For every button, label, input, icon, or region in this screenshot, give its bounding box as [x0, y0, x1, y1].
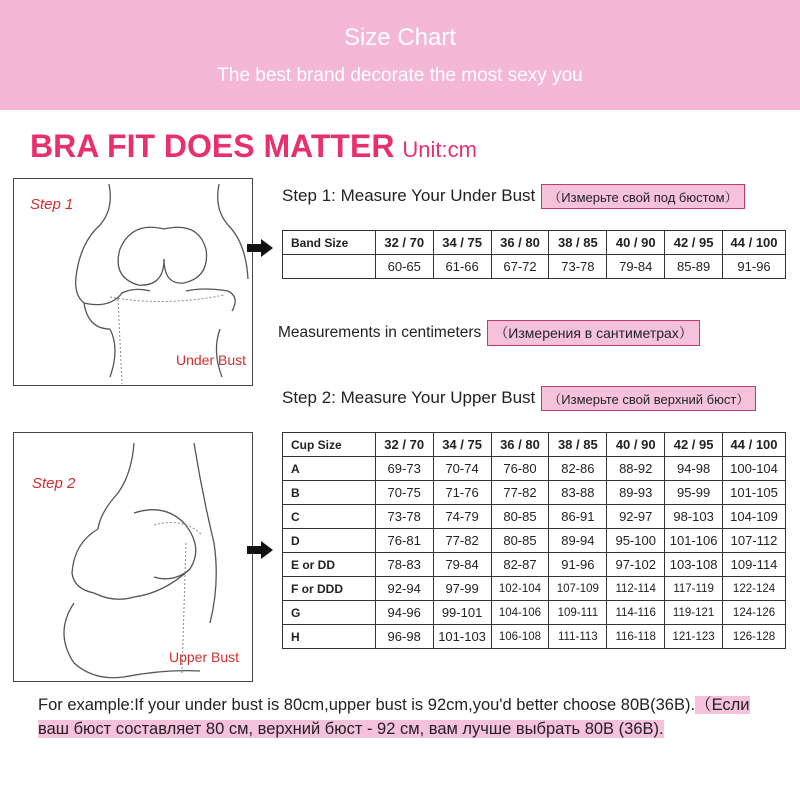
band-size-table — [282, 230, 786, 279]
table-cell: 74-79 — [433, 505, 491, 529]
example-text-en: For example:If your under bust is 80cm,upper bust is 92cm,you'd better choose 80B(36B). — [38, 696, 696, 714]
column-header: 38 / 85 — [549, 433, 607, 457]
cup-label: A — [283, 457, 376, 481]
cup-label: E or DD — [283, 553, 376, 577]
example-text — [38, 693, 778, 741]
column-header: 32 / 70 — [375, 231, 433, 255]
arrow-right-icon — [247, 541, 273, 559]
table-cell: 99-101 — [433, 601, 491, 625]
table-cell: 77-82 — [491, 481, 549, 505]
table-cell: 67-72 — [491, 255, 549, 279]
table-cell: 97-99 — [433, 577, 491, 601]
table-cell: 117-119 — [665, 577, 723, 601]
example-text-ru: （Если ваш бюст составляет 80 см, верхний бюст - 92 см, вам лучше выбрать 80B (36B). — [38, 696, 750, 738]
table-cell: 101-106 — [665, 529, 723, 553]
table-cell: 82-86 — [549, 457, 607, 481]
column-header: 36 / 80 — [491, 433, 549, 457]
headline-main: BRA FIT DOES MATTER — [30, 128, 395, 164]
table-cell: 97-102 — [607, 553, 665, 577]
table-cell: 79-84 — [433, 553, 491, 577]
table-cell: 76-80 — [491, 457, 549, 481]
table-cell: 96-98 — [375, 625, 433, 649]
table-row — [283, 481, 786, 505]
table-cell: 92-94 — [375, 577, 433, 601]
cup-label: C — [283, 505, 376, 529]
table-cell: 95-100 — [607, 529, 665, 553]
table-cell: 95-99 — [665, 481, 723, 505]
banner-title: Size Chart — [343, 24, 457, 51]
table-cell: 121-123 — [665, 625, 723, 649]
table-row — [283, 505, 786, 529]
cup-label: D — [283, 529, 376, 553]
table-cell — [283, 255, 376, 279]
under-bust-label: Under Bust — [176, 352, 247, 368]
step2-label: Step 2 — [32, 475, 76, 492]
table-row — [283, 601, 786, 625]
table-cell: 86-91 — [549, 505, 607, 529]
table-cell: 102-104 — [491, 577, 549, 601]
column-header: 42 / 95 — [665, 433, 723, 457]
cup-size-header: Cup Size — [283, 433, 376, 457]
table-cell: 101-103 — [433, 625, 491, 649]
column-header: 40 / 90 — [607, 433, 665, 457]
table-cell: 104-106 — [491, 601, 549, 625]
step2-illustration — [13, 432, 253, 682]
step1-illustration — [13, 178, 253, 386]
upper-bust-figure-icon — [14, 433, 253, 682]
table-cell: 71-76 — [433, 481, 491, 505]
table-cell: 88-92 — [607, 457, 665, 481]
upper-bust-label: Upper Bust — [169, 649, 240, 665]
table-cell: 77-82 — [433, 529, 491, 553]
cup-label: G — [283, 601, 376, 625]
table-cell: 60-65 — [375, 255, 433, 279]
table-cell: 107-109 — [549, 577, 607, 601]
cup-label: F or DDD — [283, 577, 376, 601]
column-header: 36 / 80 — [491, 231, 549, 255]
table-cell: 83-88 — [549, 481, 607, 505]
column-header: 44 / 100 — [723, 231, 786, 255]
column-header: 32 / 70 — [375, 433, 433, 457]
table-cell: 80-85 — [491, 505, 549, 529]
table-cell: 114-116 — [607, 601, 665, 625]
table-cell: 78-83 — [375, 553, 433, 577]
headline-unit: Unit:cm — [402, 137, 477, 162]
measurements-note — [278, 320, 700, 346]
table-cell: 94-96 — [375, 601, 433, 625]
table-cell: 89-93 — [607, 481, 665, 505]
table-cell: 101-105 — [723, 481, 786, 505]
column-header: 44 / 100 — [723, 433, 786, 457]
table-cell: 112-114 — [607, 577, 665, 601]
table-cell: 109-111 — [549, 601, 607, 625]
table-row — [283, 577, 786, 601]
step1-heading-text: Step 1: Measure Your Under Bust — [282, 185, 536, 205]
table-cell: 91-96 — [723, 255, 786, 279]
column-header: 34 / 75 — [433, 433, 491, 457]
table-cell: 89-94 — [549, 529, 607, 553]
table-cell: 69-73 — [375, 457, 433, 481]
table-row — [283, 433, 786, 457]
table-cell: 119-121 — [665, 601, 723, 625]
table-cell: 94-98 — [665, 457, 723, 481]
column-header: 40 / 90 — [607, 231, 665, 255]
column-header: 42 / 95 — [665, 231, 723, 255]
cup-label: H — [283, 625, 376, 649]
table-cell: 70-74 — [433, 457, 491, 481]
table-cell: 80-85 — [491, 529, 549, 553]
table-cell: 126-128 — [723, 625, 786, 649]
step1-heading-ru: （Измерьте свой под бюстом） — [541, 184, 744, 209]
table-cell: 98-103 — [665, 505, 723, 529]
measurements-note-ru: （Измерения в сантиметрах） — [487, 320, 700, 346]
table-cell: 70-75 — [375, 481, 433, 505]
table-cell: 79-84 — [607, 255, 665, 279]
step2-heading — [282, 386, 756, 411]
band-size-header: Band Size — [283, 231, 376, 255]
table-row — [283, 553, 786, 577]
cup-label: B — [283, 481, 376, 505]
table-cell: 73-78 — [375, 505, 433, 529]
table-row — [283, 457, 786, 481]
measurements-note-text: Measurements in centimeters — [278, 324, 482, 342]
table-cell: 103-108 — [665, 553, 723, 577]
table-cell: 91-96 — [549, 553, 607, 577]
header-banner — [0, 0, 800, 110]
table-row — [283, 255, 786, 279]
table-cell: 106-108 — [491, 625, 549, 649]
table-cell: 107-112 — [723, 529, 786, 553]
table-cell: 76-81 — [375, 529, 433, 553]
cup-size-table — [282, 432, 786, 649]
table-cell: 111-113 — [549, 625, 607, 649]
table-row — [283, 231, 786, 255]
table-row — [283, 529, 786, 553]
table-cell: 82-87 — [491, 553, 549, 577]
step2-heading-text: Step 2: Measure Your Upper Bust — [282, 387, 536, 407]
table-row — [283, 625, 786, 649]
table-cell: 85-89 — [665, 255, 723, 279]
table-cell: 92-97 — [607, 505, 665, 529]
table-cell: 73-78 — [549, 255, 607, 279]
column-header: 38 / 85 — [549, 231, 607, 255]
headline — [30, 128, 477, 165]
table-cell: 100-104 — [723, 457, 786, 481]
column-header: 34 / 75 — [433, 231, 491, 255]
banner-subtitle: The best brand decorate the most sexy you — [217, 65, 583, 86]
arrow-right-icon — [247, 239, 273, 257]
table-cell: 104-109 — [723, 505, 786, 529]
table-cell: 116-118 — [607, 625, 665, 649]
table-cell: 124-126 — [723, 601, 786, 625]
step1-heading — [282, 184, 745, 209]
table-cell: 61-66 — [433, 255, 491, 279]
table-cell: 109-114 — [723, 553, 786, 577]
step1-label: Step 1 — [30, 196, 74, 213]
table-cell: 122-124 — [723, 577, 786, 601]
step2-heading-ru: （Измерьте свой верхний бюст） — [541, 386, 756, 411]
